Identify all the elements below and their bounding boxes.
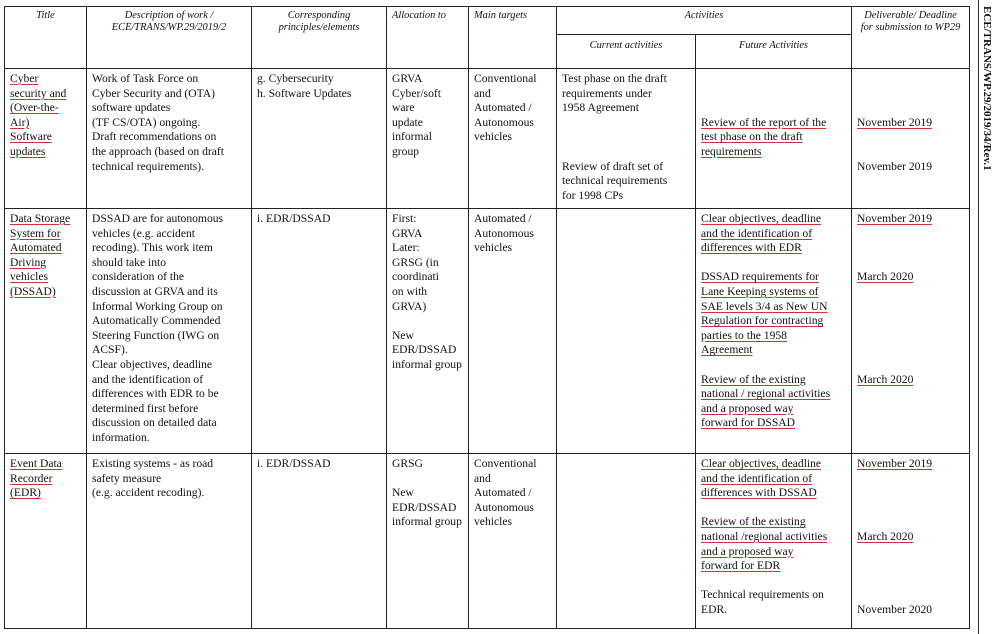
line-spacer [857, 87, 964, 102]
title-line: Driving [10, 255, 47, 269]
cell-principles [252, 69, 387, 209]
line-spacer [857, 515, 964, 530]
cell-deliverable [852, 69, 970, 209]
deliverable-line: November 2019 [857, 212, 933, 225]
allocation-line: First: [392, 212, 417, 225]
allocation-line: GRVA) [392, 299, 427, 313]
cell-allocation [387, 209, 469, 454]
deliverable-line: November 2019 [857, 159, 933, 173]
future-line: EDR. [701, 602, 728, 616]
line-spacer [562, 116, 690, 131]
cell-current [557, 209, 696, 454]
future-line: forward for EDR [701, 559, 781, 573]
line-spacer [857, 300, 964, 315]
future-line: Lane Keeping systems of [701, 284, 819, 298]
line-spacer [857, 358, 964, 373]
future-line: and the identification of [701, 226, 813, 240]
line-spacer [857, 472, 964, 487]
line-spacer [562, 130, 690, 145]
description-line: (e.g. accident recoding). [92, 486, 205, 500]
future-line: forward for DSSAD [701, 416, 796, 430]
header-deliverable: Deliverable/ Deadline for submission to WP29 [852, 7, 970, 69]
title-line: security and [10, 86, 67, 100]
current-line: Review of draft set of [562, 159, 664, 173]
future-line: parties to the 1958 [701, 328, 787, 342]
future-line: Technical requirements on [701, 588, 824, 602]
header-targets: Main targets [469, 7, 557, 69]
allocation-line: EDR/DSSAD [392, 500, 457, 514]
cell-title [5, 209, 87, 454]
targets-line: vehicles [474, 241, 512, 255]
cell-description [87, 454, 252, 629]
allocation-line: GRSG (in [392, 255, 439, 269]
targets-line: Autonomous [474, 500, 534, 514]
cell-principles [252, 209, 387, 454]
work-programme-table [4, 6, 970, 629]
cell-title [5, 69, 87, 209]
title-line: Air) [10, 115, 30, 129]
description-line: information. [92, 430, 150, 444]
title-line: Automated [10, 241, 62, 255]
header-current-activities: Current activities [557, 35, 696, 69]
allocation-line: Later: [392, 241, 420, 255]
title-line: vehicles [10, 270, 48, 284]
description-line: software updates [92, 101, 171, 115]
future-line: national /regional activities [701, 529, 828, 543]
line-spacer [701, 574, 846, 589]
principles-line: g. Cybersecurity [257, 72, 334, 85]
description-line: ACSF). [92, 343, 128, 357]
description-line: Informal Working Group on [92, 299, 223, 313]
title-line: Cyber [10, 72, 39, 85]
future-line: Review of the existing [701, 515, 806, 529]
allocation-line: informal group [392, 357, 462, 371]
description-line: Existing systems - as road [92, 457, 214, 470]
targets-line: and [474, 86, 491, 100]
deliverable-line: November 2019 [857, 457, 933, 470]
description-line: recoding). This work item [92, 241, 213, 255]
title-line: (DSSAD) [10, 284, 56, 298]
line-spacer [701, 87, 846, 102]
targets-line: Autonomous [474, 115, 534, 129]
line-spacer [857, 256, 964, 271]
targets-line: Automated / [474, 101, 532, 115]
future-line: SAE levels 3/4 as New UN [701, 299, 828, 313]
line-spacer [857, 101, 964, 116]
principles-line: h. Software Updates [257, 86, 352, 100]
line-spacer [857, 501, 964, 516]
line-spacer [857, 329, 964, 344]
description-line: should take into [92, 255, 167, 269]
description-line: Clear objectives, deadline [92, 357, 213, 371]
header-future-activities: Future Activities [696, 35, 852, 69]
line-spacer [857, 227, 964, 242]
cell-targets [469, 454, 557, 629]
allocation-line: informal [392, 130, 432, 144]
targets-line: Automated / [474, 486, 532, 500]
line-spacer [857, 314, 964, 329]
description-line: consideration of the [92, 270, 185, 284]
line-spacer [857, 574, 964, 589]
line-spacer [857, 588, 964, 603]
future-line: Review of the existing [701, 372, 806, 386]
title-line: (Over-the- [10, 101, 59, 115]
table-row [5, 209, 970, 454]
description-line: Work of Task Force on [92, 72, 199, 85]
line-spacer [857, 241, 964, 256]
current-line: for 1998 CPs [562, 188, 624, 202]
allocation-line: update [392, 115, 423, 129]
header-description: Description of work / ECE/TRANS/WP.29/2019/2 [87, 7, 252, 69]
line-spacer [701, 501, 846, 516]
principles-line: i. EDR/DSSAD [257, 212, 331, 225]
targets-line: and [474, 471, 491, 485]
allocation-line: coordinati [392, 270, 440, 284]
line-spacer [857, 72, 964, 87]
cell-targets [469, 209, 557, 454]
document-symbol-text: ECE/TRANS/WP.29/2019/34/Rev.1 [981, 6, 993, 171]
allocation-line: GRVA [392, 226, 423, 240]
header-principles: Corresponding principles/elements [252, 7, 387, 69]
line-spacer [701, 256, 846, 271]
allocation-line: New [392, 486, 414, 500]
deliverable-line: March 2020 [857, 372, 914, 386]
deliverable-line: March 2020 [857, 529, 914, 543]
allocation-line: Cyber/soft [392, 86, 441, 100]
allocation-line: informal group [392, 515, 462, 529]
cell-allocation [387, 454, 469, 629]
cell-title [5, 454, 87, 629]
allocation-line: EDR/DSSAD [392, 343, 457, 357]
cell-future [696, 69, 852, 209]
cell-targets [469, 69, 557, 209]
title-line: Event Data [10, 457, 62, 470]
future-line: and a proposed way [701, 544, 794, 558]
targets-line: vehicles [474, 515, 512, 529]
line-spacer [392, 314, 463, 329]
description-line: safety measure [92, 471, 162, 485]
cell-future [696, 209, 852, 454]
description-line: and the identification of [92, 372, 204, 386]
header-allocation: Allocation to [387, 7, 469, 69]
future-line: differences with DSSAD [701, 486, 817, 500]
description-line: vehicles (e.g. accident [92, 226, 196, 240]
allocation-line: group [392, 144, 420, 158]
line-spacer [857, 486, 964, 501]
cell-current [557, 454, 696, 629]
current-line: Test phase on the draft [562, 72, 667, 85]
allocation-line: New [392, 328, 414, 342]
cell-current [557, 69, 696, 209]
description-line: Cyber Security and (OTA) [92, 86, 216, 100]
future-line: requirements [701, 144, 762, 158]
title-line: Recorder [10, 471, 53, 485]
future-line: test phase on the draft [701, 130, 803, 144]
current-line: 1958 Agreement [562, 101, 639, 115]
title-line: updates [10, 144, 46, 158]
title-line: Software [10, 130, 52, 144]
future-line: Regulation for contracting [701, 314, 824, 328]
title-line: System for [10, 226, 61, 240]
title-line: (EDR) [10, 486, 41, 500]
targets-line: Conventional [474, 72, 537, 85]
line-spacer [857, 343, 964, 358]
line-spacer [857, 559, 964, 574]
description-line: Automatically Commended [92, 314, 221, 328]
title-line: Data Storage [10, 212, 71, 225]
description-line: DSSAD are for autonomous [92, 212, 224, 225]
allocation-line: GRVA [392, 72, 423, 85]
description-line: the approach (based on draft [92, 144, 224, 158]
future-line: Clear objectives, deadline [701, 212, 822, 225]
line-spacer [701, 72, 846, 87]
targets-line: Autonomous [474, 226, 534, 240]
description-line: determined first before [92, 401, 199, 415]
line-spacer [857, 285, 964, 300]
future-line: and a proposed way [701, 401, 794, 415]
future-line: DSSAD requirements for [701, 270, 819, 284]
cell-future [696, 454, 852, 629]
principles-line: i. EDR/DSSAD [257, 457, 331, 470]
header-activities: Activities [557, 7, 852, 35]
description-line: differences with EDR to be [92, 387, 219, 401]
allocation-line: ware [392, 101, 415, 115]
deliverable-line: March 2020 [857, 270, 914, 284]
deliverable-line: November 2020 [857, 602, 933, 616]
line-spacer [701, 101, 846, 116]
line-spacer [701, 358, 846, 373]
future-line: differences with EDR [701, 241, 802, 255]
deliverable-line: November 2019 [857, 115, 933, 129]
future-line: national / regional activities [701, 387, 831, 401]
allocation-line: on with [392, 284, 428, 298]
description-line: discussion on detailed data [92, 416, 217, 430]
description-line: Steering Function (IWG on [92, 328, 220, 342]
line-spacer [857, 130, 964, 145]
future-line: and the identification of [701, 471, 813, 485]
table-row [5, 454, 970, 629]
current-line: requirements under [562, 86, 652, 100]
targets-line: vehicles [474, 130, 512, 144]
description-line: discussion at GRVA and its [92, 284, 218, 298]
targets-line: Conventional [474, 457, 537, 470]
document-symbol [979, 6, 999, 216]
future-line: Review of the report of the [701, 115, 827, 129]
current-line: technical requirements [562, 174, 668, 188]
allocation-line: GRSG [392, 457, 423, 470]
cell-deliverable [852, 209, 970, 454]
cell-description [87, 69, 252, 209]
line-spacer [857, 145, 964, 160]
cell-deliverable [852, 454, 970, 629]
line-spacer [562, 145, 690, 160]
header-title: Title [5, 7, 87, 69]
cell-description [87, 209, 252, 454]
line-spacer [857, 545, 964, 560]
cell-principles [252, 454, 387, 629]
description-line: technical requirements). [92, 159, 205, 173]
table-row [5, 69, 970, 209]
line-spacer [392, 472, 463, 487]
future-line: Agreement [701, 343, 753, 357]
description-line: (TF CS/OTA) ongoing. [92, 115, 201, 129]
future-line: Clear objectives, deadline [701, 457, 822, 470]
targets-line: Automated / [474, 212, 532, 225]
cell-allocation [387, 69, 469, 209]
description-line: Draft recommendations on [92, 130, 217, 144]
